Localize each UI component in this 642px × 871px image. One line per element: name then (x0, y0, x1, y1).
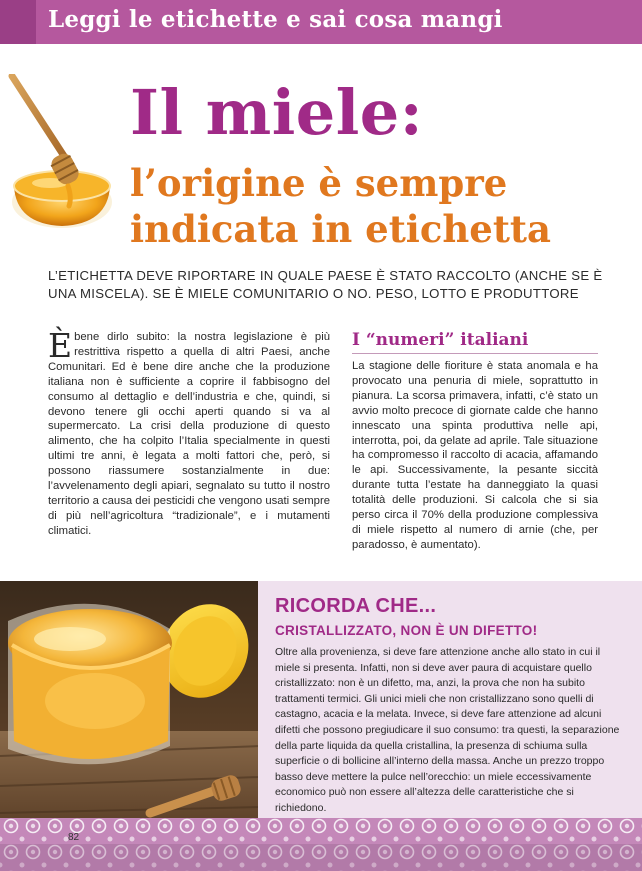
tip-box-title: RICORDA CHE... (275, 595, 437, 617)
honey-bowl-image (2, 74, 120, 239)
page-number: 82 (68, 832, 80, 843)
tip-box (258, 581, 642, 826)
honey-jar-image (0, 581, 260, 826)
article-body-right (352, 330, 598, 553)
section-header (0, 0, 642, 44)
article-title: Il miele: (130, 76, 424, 149)
tip-box-text: Oltre alla provenienza, si deve fare attenzione anche allo stato in cui il miele si presenta. Infatti, non si deve aver paura di acquistare quello cristallizzato: non è un difetto, ma, anzi, la prova che non ha subito trattamenti termici. Gli unici mieli che non cristallizzano sono quelli di castagno, acacia e la melata. Invece, si deve fare attenzione ad alcuni difetti che possono pregiudicare il suo consumo: tra questi, la separazione della parte liquida da quella cristallina, la presenza di schiuma sulla superficie o di bollicine all’interno della massa. Anche un prezzo troppo basso deve mettere la pulce nell’orecchio: un miele eccessivamente economico può non essere all’altezza delle caratteristiche che si richiedono. (275, 646, 620, 814)
article-body-left (48, 326, 330, 539)
section-text: La stagione delle fioriture è stata anomala e ha provocato una penuria di miele, soprattutto in pianura. La scorsa primavera, infatti, c’è stato un avvio molto precoce di giornate calde che hanno innescato una spinta produttiva nelle api, interrotta, poi, da gelate ad aprile. Tale situazione ha compromesso il raccolto di acacia, affamando le api. Successivamente, la pesante siccità durante tutta l’estate ha danneggiato la quasi totalità delle produzioni. Si calcola che si sia perso circa il 70% della produzione complessiva di miele rispetto al numero di arnie (che, per paradosso, è aumentato). (352, 360, 598, 551)
header-tab (0, 0, 36, 44)
tip-box-subtitle: CRISTALLIZZATO, NON È UN DIFETTO! (275, 623, 538, 638)
article-subtitle: l’origine è sempre indicata in etichetta (130, 161, 551, 251)
body-left-text: bene dirlo subito: la nostra legislazione è più restrittiva rispetto a quella di altri Paesi, anche Comunitari. Ed è bene dire anche che la produzione italiana non è sufficiente a coprire il fabbisogno del consumo al dettaglio e dell’industria e che, quindi, si devono tenere gli occhi aperti quando si va al supermercato. La crisi della produzione di questo alimento, che ha colpito l’Italia specialmente in questi ultimi tre anni, è legata a molti fattori che, però, si possono riassumere sostanzialmente in due: l’avvelenamento degli apiari, segnalato su tutto il nostro territorio a causa dei pesticidi che vengono usati sempre di più nell’agricoltura “tradizionale”, e i mutamenti climatici. (48, 331, 330, 537)
lace-border-decoration (0, 818, 642, 871)
dropcap: È (48, 326, 73, 365)
section-header-title: Leggi le etichette e sai cosa mangi (48, 6, 503, 33)
section-title: I “numeri” italiani (352, 330, 598, 354)
article-lead: L’ETICHETTA DEVE RIPORTARE IN QUALE PAESE È STATO RACCOLTO (ANCHE SE È UNA MISCELA). SE È MIELE COMUNITARIO O NO. PESO, LOTTO E PRODUTTORE (48, 268, 603, 301)
